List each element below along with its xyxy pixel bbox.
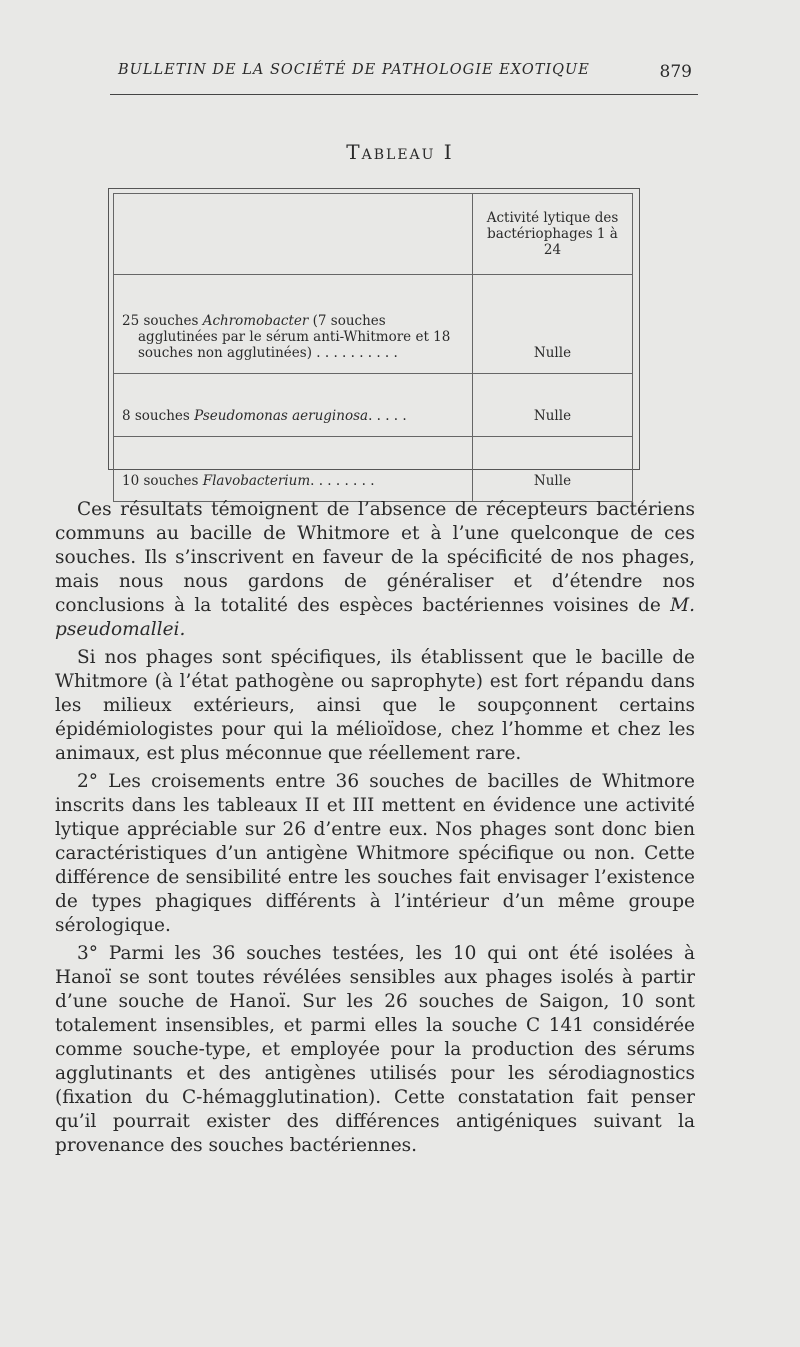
row-label (114, 275, 473, 374)
running-head: BULLETIN DE LA SOCIÉTÉ DE PATHOLOGIE EXOTIQUE (118, 62, 590, 78)
organism-name: Pseudomonas aeruginosa (194, 408, 369, 424)
lytic-activity-value: Nulle (473, 275, 633, 374)
paragraph: 2° Les croisements entre 36 souches de bacilles de Whitmore inscrits dans les tableaux II et III mettent en évidence une activité lytique appréciable sur 26 d’entre eux. Nos phages sont donc bien caractéristiques d’un antigène Whitmore spécifique ou non. Cette différence de sensibilité entre les souches fait envisager l’existence de types phagiques différents à l’intérieur d’un même groupe sérologique. (55, 771, 695, 936)
row-label (114, 374, 473, 437)
strain-count: 25 souches (122, 313, 199, 329)
body-text (55, 498, 695, 1162)
column-header: Activité lytique des bactériophages 1 à 24 (473, 194, 633, 275)
table-row (114, 437, 633, 502)
strain-count: 8 souches (122, 408, 190, 424)
lytic-activity-value: Nulle (473, 437, 633, 502)
species-name: M. pseudomallei. (55, 595, 695, 640)
table-row (114, 374, 633, 437)
page-number: 879 (659, 62, 692, 82)
lytic-activity-value: Nulle (473, 374, 633, 437)
strain-note: (7 souches agglutinées par le sérum anti-Whitmore et 18 souches non agglutinées) (138, 313, 451, 361)
dot-leaders: . . . . . . . . . . (311, 345, 398, 361)
organism-name: Achromobacter (202, 313, 309, 329)
strain-count: 10 souches (122, 473, 199, 489)
row-label (114, 437, 473, 502)
table-row (114, 275, 633, 374)
paragraph: 3° Parmi les 36 souches testées, les 10 qui ont été isolées à Hanoï se sont toutes révélées sensibles aux phages isolés à partir d’une souche de Hanoï. Sur les 26 souches de Saigon, 10 sont totalement insensibles, et parmi elles la souche C 141 considérée comme souche-type, et employée pour la production des sérums agglutinants et des antigènes utilisés pour les sérodiagnostics (fixation du C-hémagglutination). Cette constatation fait penser qu’il pourrait exister des différences antigéniques suivant la provenance des souches bactériennes. (55, 943, 695, 1156)
page-header (110, 60, 698, 95)
dot-leaders: . . . . . . . . (310, 473, 375, 489)
paragraph-text: Ces résultats témoignent de l’absence de récepteurs bactériens communs au bacille de Whitmore et à l’une quelconque de ces souches. Ils s’inscrivent en faveur de la spécificité de nos phages, mais nous nous gardons de généraliser et d’étendre nos conclusions à la totalité des espèces bactériennes voisines de (55, 499, 695, 616)
organism-name: Flavobacterium (202, 473, 311, 489)
table-title: Tableau I (346, 140, 454, 164)
results-table (108, 188, 640, 489)
paragraph (55, 498, 695, 642)
paragraph: Si nos phages sont spécifiques, ils établissent que le bacille de Whitmore (à l’état pathogène ou saprophyte) est fort répandu dans les milieux extérieurs, ainsi que le soupçonnent certains épidémiologistes pour qui la mélioïdose, chez l’homme et chez les animaux, est plus méconnue que réellement rare. (55, 647, 695, 764)
dot-leaders: . . . . . (368, 408, 407, 424)
table-corner-cell (114, 194, 473, 275)
